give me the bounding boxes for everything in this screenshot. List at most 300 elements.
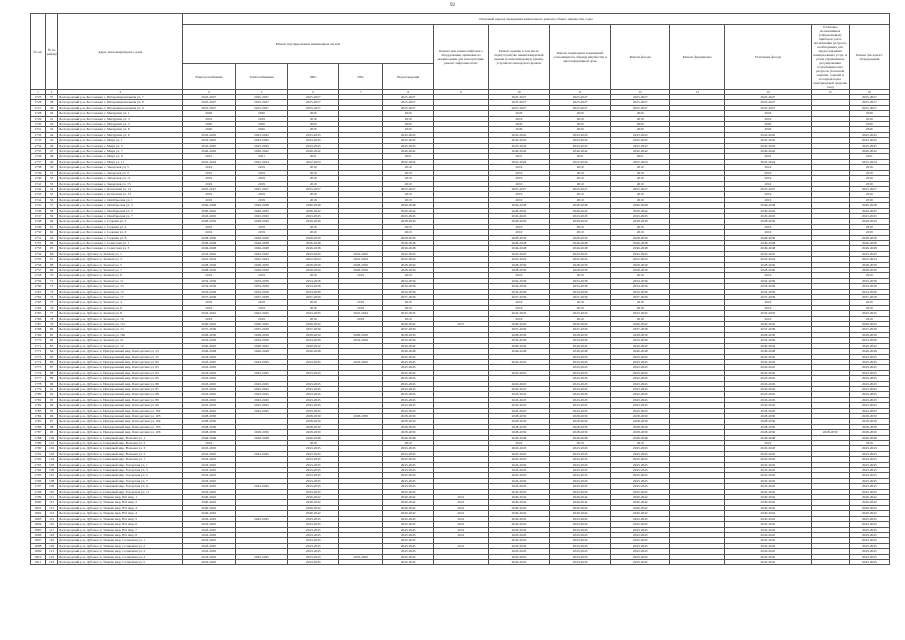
table-cell: 99 <box>45 430 58 435</box>
table-cell: 2043-2045 <box>488 527 549 532</box>
table-cell: 2028-2030 <box>182 419 235 424</box>
table-cell: 2019 <box>235 230 288 235</box>
table-cell: 2043-2045 <box>725 451 812 456</box>
table-cell: 110 <box>45 489 58 494</box>
table-cell: 2046-2048 <box>488 240 549 245</box>
table-cell: 2043-2045 <box>550 543 611 548</box>
table-cell: 2034-2036 <box>488 284 549 289</box>
address-cell: Белгородский р-н, Бессоновка с, Октябрьская ул, 3 <box>58 203 182 208</box>
table-cell: 2019 <box>849 300 889 305</box>
table-cell: 2019 <box>383 230 434 235</box>
address-cell: Белгородский р-н, Дубовое п, Придорожный мкр, Благодатная ул, 86 <box>58 381 182 386</box>
table-cell: 2034-2036 <box>182 278 235 283</box>
table-cell: 2028-2030 <box>488 235 549 240</box>
table-cell: 2043-2045 <box>611 370 670 375</box>
table-cell: 1745 <box>31 203 46 208</box>
table-cell: 2043-2045 <box>288 359 339 364</box>
table-cell: 2043-2045 <box>849 478 889 483</box>
address-cell: Белгородский р-н, Дубовое п, Ушкова мкр, Ю1 мкр, 7 <box>58 527 182 532</box>
table-cell: 2043-2045 <box>182 489 235 494</box>
table-cell: 2041 <box>433 511 488 516</box>
table-cell: 1759 <box>31 278 46 283</box>
address-cell: Белгородский р-н, Бессоновка с, Мичурина ул, 9 <box>58 132 182 137</box>
table-cell: 2020 <box>611 111 670 116</box>
table-cell: 92 <box>45 392 58 397</box>
table-cell <box>811 559 849 564</box>
table-cell: 1806 <box>31 532 46 537</box>
address-cell: Белгородский р-н, Бессоновка с, Мира ул, 7 <box>58 149 182 154</box>
table-cell: 2028-2030 <box>488 430 549 435</box>
table-cell: 2046-2048 <box>849 203 889 208</box>
table-cell: 2028-2030 <box>288 430 339 435</box>
table-cell: 2043-2045 <box>182 143 235 148</box>
table-cell: 2043-2045 <box>611 516 670 521</box>
table-cell: 2041 <box>433 500 488 505</box>
table-cell: 1792 <box>31 457 46 462</box>
table-cell: 2034-2036 <box>849 338 889 343</box>
table-cell: 2043-2045 <box>725 408 812 413</box>
table-cell: 2028-2030 <box>611 262 670 267</box>
table-cell: 2046-2048 <box>725 240 812 245</box>
table-cell: 2040-2042 <box>488 343 549 348</box>
table-cell: 2043-2045 <box>725 403 812 408</box>
table-cell: 2043-2045 <box>849 311 889 316</box>
table-cell: 2025-2027 <box>288 105 339 110</box>
table-cell: 2043-2045 <box>849 527 889 532</box>
table-cell: 2028-2030 <box>725 419 812 424</box>
table-cell: 39 <box>45 105 58 110</box>
table-cell: 2022-2024 <box>611 159 670 164</box>
table-cell: 2040-2042 <box>383 208 434 213</box>
table-cell: 55 <box>45 192 58 197</box>
table-cell: 2019 <box>339 316 383 321</box>
table-cell: 2040-2042 <box>383 505 434 510</box>
table-cell: 2043-2045 <box>383 143 434 148</box>
table-cell: 2040-2042 <box>725 208 812 213</box>
table-cell: 2040-2042 <box>725 322 812 327</box>
table-cell: 2019 <box>235 197 288 202</box>
table-cell: 2043-2045 <box>725 478 812 483</box>
table-cell: 2019 <box>182 170 235 175</box>
header-address: Адрес многоквартирного дома <box>58 14 182 90</box>
table-cell: 2046-2048 <box>182 349 235 354</box>
table-cell: 2043-2045 <box>849 403 889 408</box>
table-cell: 2028-2030 <box>488 268 549 273</box>
table-cell: 2043-2045 <box>611 451 670 456</box>
table-cell: 2025-2027 <box>550 105 611 110</box>
table-cell: 2028-2030 <box>488 332 549 337</box>
table-cell: 1740 <box>31 176 46 181</box>
column-number: 6 <box>288 90 339 95</box>
table-cell: 1775 <box>31 365 46 370</box>
table-cell: 2022-2024 <box>725 257 812 262</box>
table-cell: 2043-2045 <box>849 354 889 359</box>
table-cell: 2028-2030 <box>725 413 812 418</box>
table-cell: 43 <box>45 127 58 132</box>
table-cell: 2043-2045 <box>288 138 339 143</box>
table-cell: 2043-2045 <box>182 484 235 489</box>
table-cell: 2046-2048 <box>235 203 288 208</box>
table-cell: 42 <box>45 122 58 127</box>
table-cell: 2043-2045 <box>611 397 670 402</box>
table-cell: 2022-2024 <box>725 159 812 164</box>
table-cell: 2043-2045 <box>849 392 889 397</box>
table-cell: 2028-2030 <box>235 235 288 240</box>
table-cell: 2043-2045 <box>488 473 549 478</box>
table-cell: 2019 <box>725 316 812 321</box>
table-cell: 1731 <box>31 127 46 132</box>
table-cell: 2046-2048 <box>849 349 889 354</box>
table-cell: 2043-2045 <box>550 559 611 564</box>
table-cell: 2028-2030 <box>725 268 812 273</box>
table-cell: 1732 <box>31 132 46 137</box>
table-cell: 2034-2036 <box>339 338 383 343</box>
table-cell: 2019 <box>383 300 434 305</box>
table-cell: 2019 <box>235 165 288 170</box>
table-cell: 83 <box>45 343 58 348</box>
address-cell: Белгородский р-н, Дубовое п, Зеленая ул, 7 <box>58 268 182 273</box>
table-cell: 2046-2048 <box>725 435 812 440</box>
table-cell: 1800 <box>31 500 46 505</box>
table-cell: 104 <box>45 457 58 462</box>
table-cell: 2043-2045 <box>611 484 670 489</box>
table-cell: 2019 <box>849 316 889 321</box>
header-basement: Ремонт подвальных помещений, относящихся к общему имуществу в многоквартирном доме <box>550 25 611 90</box>
column-number: 3 <box>58 90 182 95</box>
table-cell: 2043-2045 <box>235 251 288 256</box>
table-cell: 2043-2045 <box>235 370 288 375</box>
table-cell: 2019 <box>725 192 812 197</box>
table-cell: 2043-2045 <box>550 478 611 483</box>
table-cell: 2020 <box>488 111 549 116</box>
table-cell: 2043-2045 <box>182 543 235 548</box>
column-number: 5 <box>235 90 288 95</box>
table-cell: 2037-2039 <box>182 327 235 332</box>
table-cell: 2043-2045 <box>235 451 288 456</box>
table-cell: 113 <box>45 505 58 510</box>
table-cell: 2019 <box>725 441 812 446</box>
table-cell: 2046-2048 <box>383 240 434 245</box>
table-cell: 2043-2045 <box>288 549 339 554</box>
table-cell: 2040-2042 <box>288 500 339 505</box>
table-cell: 2043-2045 <box>488 403 549 408</box>
table-cell: 2043-2045 <box>849 554 889 559</box>
table-cell: 1747 <box>31 213 46 218</box>
table-cell: 2046-2048 <box>611 349 670 354</box>
table-cell: 2043-2045 <box>383 403 434 408</box>
table-cell: 2043-2045 <box>235 386 288 391</box>
table-cell: 2028-2030 <box>550 332 611 337</box>
table-body <box>31 95 890 565</box>
table-cell: 2022-2024 <box>849 257 889 262</box>
address-cell: Белгородский р-н, Дубовое п, Северный мкр, Вольная ул, 2 <box>58 441 182 446</box>
table-cell: 2046-2048 <box>182 240 235 245</box>
table-cell: 2019 <box>849 230 889 235</box>
table-cell <box>235 559 288 564</box>
table-cell: 2043-2045 <box>383 451 434 456</box>
table-cell: 2043-2045 <box>182 392 235 397</box>
table-cell: 2028-2030 <box>725 332 812 337</box>
table-cell: 2021 <box>725 154 812 159</box>
table-cell: 2043-2045 <box>383 386 434 391</box>
table-cell: 2043-2045 <box>550 408 611 413</box>
table-cell: 2043-2045 <box>235 554 288 559</box>
table-cell: 2043-2045 <box>288 397 339 402</box>
table-cell: 2019 <box>339 300 383 305</box>
table-cell: 2020 <box>550 122 611 127</box>
table-cell: 2046-2048 <box>235 435 288 440</box>
table-cell: 2019 <box>182 176 235 181</box>
table-cell: 2043-2045 <box>488 549 549 554</box>
table-cell: 2022-2024 <box>235 257 288 262</box>
table-cell: 2043-2045 <box>550 381 611 386</box>
table-cell: 2019 <box>383 441 434 446</box>
table-cell: 2043-2045 <box>488 484 549 489</box>
table-cell: 2043-2045 <box>383 484 434 489</box>
table-cell: 2043-2045 <box>725 132 812 137</box>
table-cell: 2041 <box>433 543 488 548</box>
table-cell: 2019 <box>288 441 339 446</box>
table-cell: 2034-2036 <box>725 278 812 283</box>
table-cell: 2025-2027 <box>288 100 339 105</box>
address-cell: Белгородский р-н, Дубовое п, Ушкова мкр, Ю1 мкр, 6 <box>58 522 182 527</box>
table-cell: 2019 <box>725 300 812 305</box>
table-cell: 2019 <box>182 192 235 197</box>
table-cell: 2043-2045 <box>182 311 235 316</box>
table-cell: 2043-2045 <box>488 213 549 218</box>
table-cell: 1778 <box>31 381 46 386</box>
table-cell: 2043-2045 <box>182 446 235 451</box>
table-cell: 2046-2048 <box>611 240 670 245</box>
table-cell: 2019 <box>383 181 434 186</box>
table-cell: 2043-2045 <box>288 538 339 543</box>
table-cell: 2043-2045 <box>550 532 611 537</box>
table-cell: 2025-2027 <box>611 95 670 100</box>
table-cell: 2019 <box>288 197 339 202</box>
table-cell: 2021 <box>235 154 288 159</box>
table-cell: 2022-2024 <box>383 257 434 262</box>
table-cell: 54 <box>45 186 58 191</box>
table-cell: 2034-2036 <box>849 284 889 289</box>
table-cell: 2043-2045 <box>288 468 339 473</box>
table-cell: 2043-2045 <box>550 457 611 462</box>
table-cell: 2021 <box>611 154 670 159</box>
table-cell: 2019 <box>611 316 670 321</box>
table-cell: 2019 <box>550 230 611 235</box>
table-cell: 1808 <box>31 543 46 548</box>
table-cell: 2043-2045 <box>611 522 670 527</box>
table-cell: 2043-2045 <box>235 484 288 489</box>
table-cell: 2043-2045 <box>235 143 288 148</box>
table-cell: 2043-2045 <box>488 397 549 402</box>
table-cell: 2043-2045 <box>488 132 549 137</box>
table-cell: 2028-2030 <box>288 413 339 418</box>
table-cell: 2043-2045 <box>611 354 670 359</box>
table-cell: 2043-2045 <box>611 473 670 478</box>
table-cell: 2028-2030 <box>288 332 339 337</box>
table-cell: 2020 <box>611 127 670 132</box>
address-cell: Белгородский р-н, Дубовое п, Придорожный мкр, Благодатная ул, 102 <box>58 408 182 413</box>
table-cell: 2025-2027 <box>383 186 434 191</box>
table-cell: 1730 <box>31 122 46 127</box>
table-cell: 2020 <box>288 122 339 127</box>
table-cell: 2040-2042 <box>383 322 434 327</box>
table-cell: 2019 <box>849 224 889 229</box>
table-cell: 103 <box>45 451 58 456</box>
table-cell: 1757 <box>31 268 46 273</box>
table-cell: 1782 <box>31 403 46 408</box>
table-cell: 1770 <box>31 338 46 343</box>
address-cell: Белгородский р-н, Дубовое п, Зеленая ул, 6 <box>58 305 182 310</box>
table-cell: 2040-2042 <box>611 495 670 500</box>
table-cell: 2043-2045 <box>288 478 339 483</box>
table-cell: 2019 <box>288 224 339 229</box>
table-cell: 2043-2045 <box>288 473 339 478</box>
table-cell: 40 <box>45 111 58 116</box>
table-cell: 2028-2030 <box>611 413 670 418</box>
table-cell: 2043-2045 <box>383 365 434 370</box>
table-cell: 2040-2042 <box>611 149 670 154</box>
table-cell: 2043-2045 <box>182 554 235 559</box>
table-cell: 2034-2036 <box>235 278 288 283</box>
table-cell: 2019 <box>550 170 611 175</box>
table-cell: 2043-2045 <box>849 370 889 375</box>
address-cell: Белгородский р-н, Дубовое п, Зеленая ул, 4 <box>58 300 182 305</box>
table-cell: 2040-2042 <box>383 495 434 500</box>
table-cell: 2037-2039 <box>383 327 434 332</box>
table-cell: 2019 <box>849 197 889 202</box>
table-cell: 2043-2045 <box>725 473 812 478</box>
address-cell: Белгородский р-н, Дубовое п, Зеленая ул, 17 <box>58 295 182 300</box>
table-cell: 2043-2045 <box>288 457 339 462</box>
table-cell: 1765 <box>31 311 46 316</box>
table-cell: 84 <box>45 349 58 354</box>
address-cell: Белгородский р-н, Бессоновка с, Заводская ул, 13 <box>58 181 182 186</box>
table-cell: 2028-2030 <box>182 332 235 337</box>
table-cell: 2041 <box>433 522 488 527</box>
table-cell: 2043-2045 <box>611 365 670 370</box>
table-cell: 2043-2045 <box>383 522 434 527</box>
table-cell: 2022-2024 <box>288 257 339 262</box>
table-cell: 2046-2048 <box>182 246 235 251</box>
table-cell: 2019 <box>288 305 339 310</box>
table-cell: 2019 <box>182 181 235 186</box>
table-cell: 2019 <box>488 441 549 446</box>
table-cell: 1751 <box>31 235 46 240</box>
address-cell: Белгородский р-н, Дубовое п, Придорожный мкр, Благодатная ул, 33 <box>58 349 182 354</box>
table-cell: 2043-2045 <box>383 457 434 462</box>
table-cell: 2043-2045 <box>182 538 235 543</box>
table-cell: 2043-2045 <box>849 143 889 148</box>
table-cell: 2043-2045 <box>849 376 889 381</box>
table-cell: 2043-2045 <box>488 478 549 483</box>
column-number: 8 <box>383 90 434 95</box>
table-cell: 2043-2045 <box>339 359 383 364</box>
table-cell: 2043-2045 <box>182 408 235 413</box>
table-cell: 2043-2045 <box>488 392 549 397</box>
table-cell: 2028-2030 <box>182 424 235 429</box>
table-cell: 2020 <box>849 111 889 116</box>
table-cell: 2043-2045 <box>725 516 812 521</box>
table-cell: 2034-2036 <box>611 284 670 289</box>
table-cell: 115 <box>45 516 58 521</box>
table-cell: 52 <box>45 176 58 181</box>
table-cell: 2034-2036 <box>550 284 611 289</box>
table-cell: 2040-2042 <box>235 208 288 213</box>
table-cell: 2019 <box>611 300 670 305</box>
table-cell: 2041 <box>433 505 488 510</box>
table-cell: 2043-2045 <box>288 527 339 532</box>
table-cell: 2043-2045 <box>849 457 889 462</box>
table-cell: 2019 <box>339 273 383 278</box>
table-cell: 2040-2042 <box>488 149 549 154</box>
table-cell: 2043-2045 <box>550 446 611 451</box>
table-cell: 2022-2024 <box>488 159 549 164</box>
table-cell: 2028-2030 <box>488 262 549 267</box>
table-cell: 2025-2027 <box>488 100 549 105</box>
address-cell: Белгородский р-н, Дубовое п, Придорожный мкр, Благодатная ул, 105 <box>58 424 182 429</box>
table-cell: 101 <box>45 441 58 446</box>
table-cell: 2028-2030 <box>725 262 812 267</box>
table-cell: 2019 <box>288 230 339 235</box>
table-cell: 75 <box>45 300 58 305</box>
table-cell: 95 <box>45 408 58 413</box>
table-cell: 1807 <box>31 538 46 543</box>
table-cell: 2037-2039 <box>725 327 812 332</box>
table-cell <box>433 559 488 564</box>
column-number: 14 <box>725 90 812 95</box>
table-cell: 2019 <box>288 176 339 181</box>
table-cell: 38 <box>45 100 58 105</box>
table-cell: 1805 <box>31 527 46 532</box>
table-cell: 2040-2042 <box>288 208 339 213</box>
address-cell: Белгородский р-н, Дубовое п, Придорожный мкр, Благодатная ул, 103 <box>58 413 182 418</box>
table-cell: 2043-2045 <box>550 516 611 521</box>
table-cell: 2034-2036 <box>235 284 288 289</box>
address-cell: Белгородский р-н, Дубовое п, Зеленая ул, 9 <box>58 273 182 278</box>
table-cell: 2028-2030 <box>550 268 611 273</box>
address-cell: Белгородский р-н, Дубовое п, Северный мкр, Городская ул, 1 <box>58 462 182 467</box>
table-cell: 2025-2027 <box>849 95 889 100</box>
table-cell: 2043-2045 <box>611 403 670 408</box>
table-cell: 2040-2042 <box>611 500 670 505</box>
table-cell: 2043-2045 <box>182 365 235 370</box>
table-cell: 2043-2045 <box>725 527 812 532</box>
address-cell: Белгородский р-н, Дубовое п, Придорожный мкр, Благодатная ул, 88 <box>58 392 182 397</box>
table-cell: 1739 <box>31 170 46 175</box>
table-cell: 1809 <box>31 549 46 554</box>
table-cell: 2043-2045 <box>182 213 235 218</box>
table-cell: 2043-2045 <box>488 408 549 413</box>
table-cell: 2043-2045 <box>611 527 670 532</box>
table-cell: 2043-2045 <box>488 462 549 467</box>
table-cell: 1754 <box>31 251 46 256</box>
table-cell: 1727 <box>31 105 46 110</box>
table-cell: 1790 <box>31 446 46 451</box>
table-cell: 2046-2048 <box>849 435 889 440</box>
table-cell: 2028-2030 <box>383 268 434 273</box>
table-cell: 2025-2027 <box>488 186 549 191</box>
address-cell: Белгородский р-н, Дубовое п, Зеленая ул, 3 <box>58 257 182 262</box>
table-cell: 2034-2036 <box>235 338 288 343</box>
table-cell: 2043-2045 <box>849 516 889 521</box>
table-cell: 2043-2045 <box>550 489 611 494</box>
address-cell: Белгородский р-н, Дубовое п, Ушкова мкр, Ю1 мкр, 4 <box>58 511 182 516</box>
table-cell: 1783 <box>31 408 46 413</box>
table-cell: 2019 <box>288 181 339 186</box>
address-cell: Белгородский р-н, Дубовое п, Придорожный мкр, Благодатная ул, 35 <box>58 354 182 359</box>
table-cell: 2043-2045 <box>488 522 549 527</box>
